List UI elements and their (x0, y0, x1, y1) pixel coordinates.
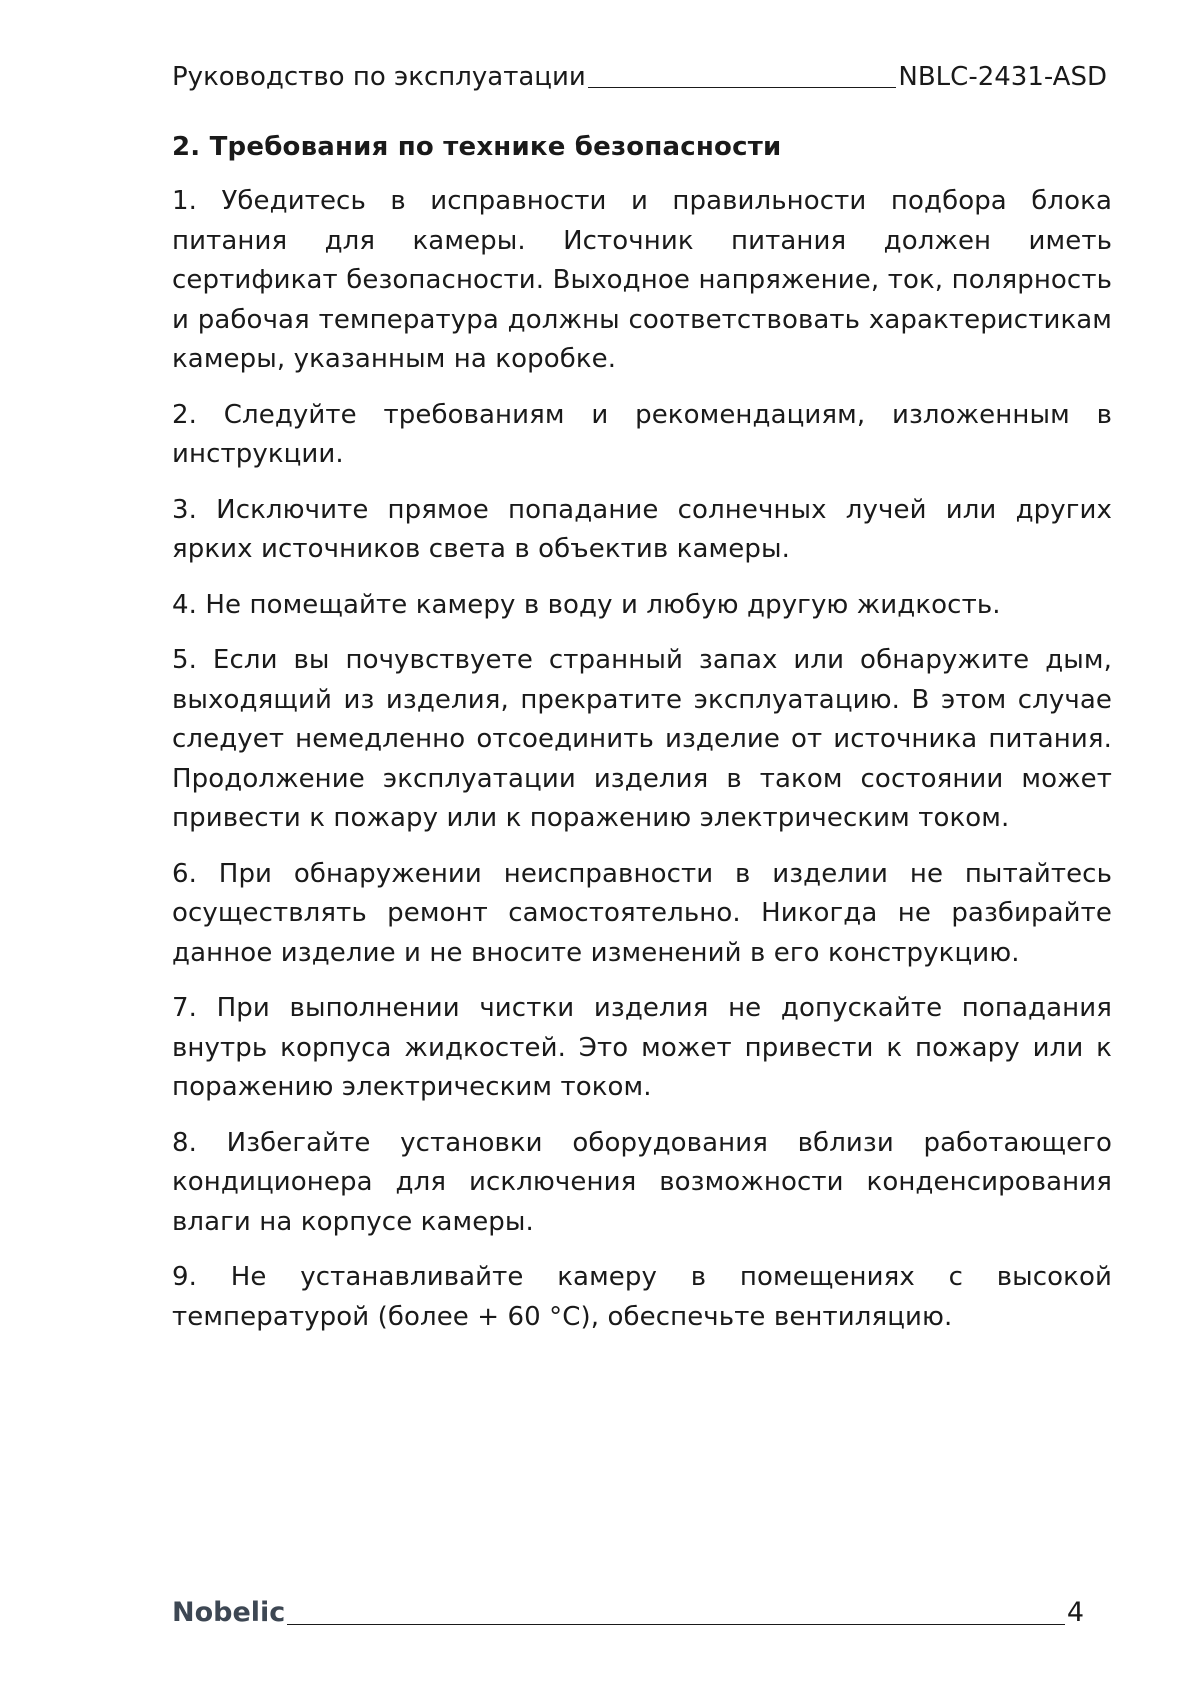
safety-item-6: 6. При обнаружении неисправности в изделии не пытайтесь осуществлять ремонт самостоятельно. Никогда не разбирайте данное изделие и не вносите изменений в его конструкцию. (172, 858, 1112, 968)
section-title: 2. Требования по технике безопасности (172, 132, 782, 162)
page-header (172, 60, 1107, 94)
safety-item-9: 9. Не устанавливайте камеру в помещениях с высокой температурой (более + 60 °C), обеспечьте вентиляцию. (172, 1262, 1112, 1332)
footer-brand: Nobelic (172, 1597, 286, 1628)
header-model: NBLC-2431-ASD (898, 62, 1107, 92)
header-title: Руководство по эксплуатации (172, 62, 586, 92)
safety-item-3: 3. Исключите прямое попадание солнечных лучей или других ярких источников света в объектив камеры. (172, 494, 1112, 564)
safety-item-2: 2. Следуйте требованиям и рекомендациям, изложенным в инструкции. (172, 399, 1112, 469)
safety-item-5: 5. Если вы почувствуете странный запах или обнаружите дым, выходящий из изделия, прекратите эксплуатацию. В этом случае следует немедленно отсоединить изделие от источника питания. Продолжение эксплуатации изделия в таком состоянии может привести к пожару или к поражению электрическим током. (172, 645, 1112, 833)
safety-item-4: 4. Не помещайте камеру в воду и любую другую жидкость. (172, 589, 1001, 620)
safety-item-1: 1. Убедитесь в исправности и правильности подбора блока питания для камеры. Источник питания должен иметь сертификат безопасности. Выходное напряжение, ток, полярность и рабочая температура должны соответствовать характеристикам камеры, указанным на коробке. (172, 186, 1112, 374)
safety-item-8: 8. Избегайте установки оборудования вблизи работающего кондиционера для исключения возможности конденсирования влаги на корпусе камеры. (172, 1127, 1112, 1237)
page-content (172, 130, 1112, 1353)
header-rule (588, 86, 897, 88)
page-footer (172, 1596, 1084, 1630)
footer-rule (287, 1623, 1065, 1625)
safety-item-7: 7. При выполнении чистки изделия не допускайте попадания внутрь корпуса жидкостей. Это может привести к пожару или к поражению электрическим током. (172, 993, 1112, 1102)
page-number: 4 (1066, 1597, 1084, 1628)
